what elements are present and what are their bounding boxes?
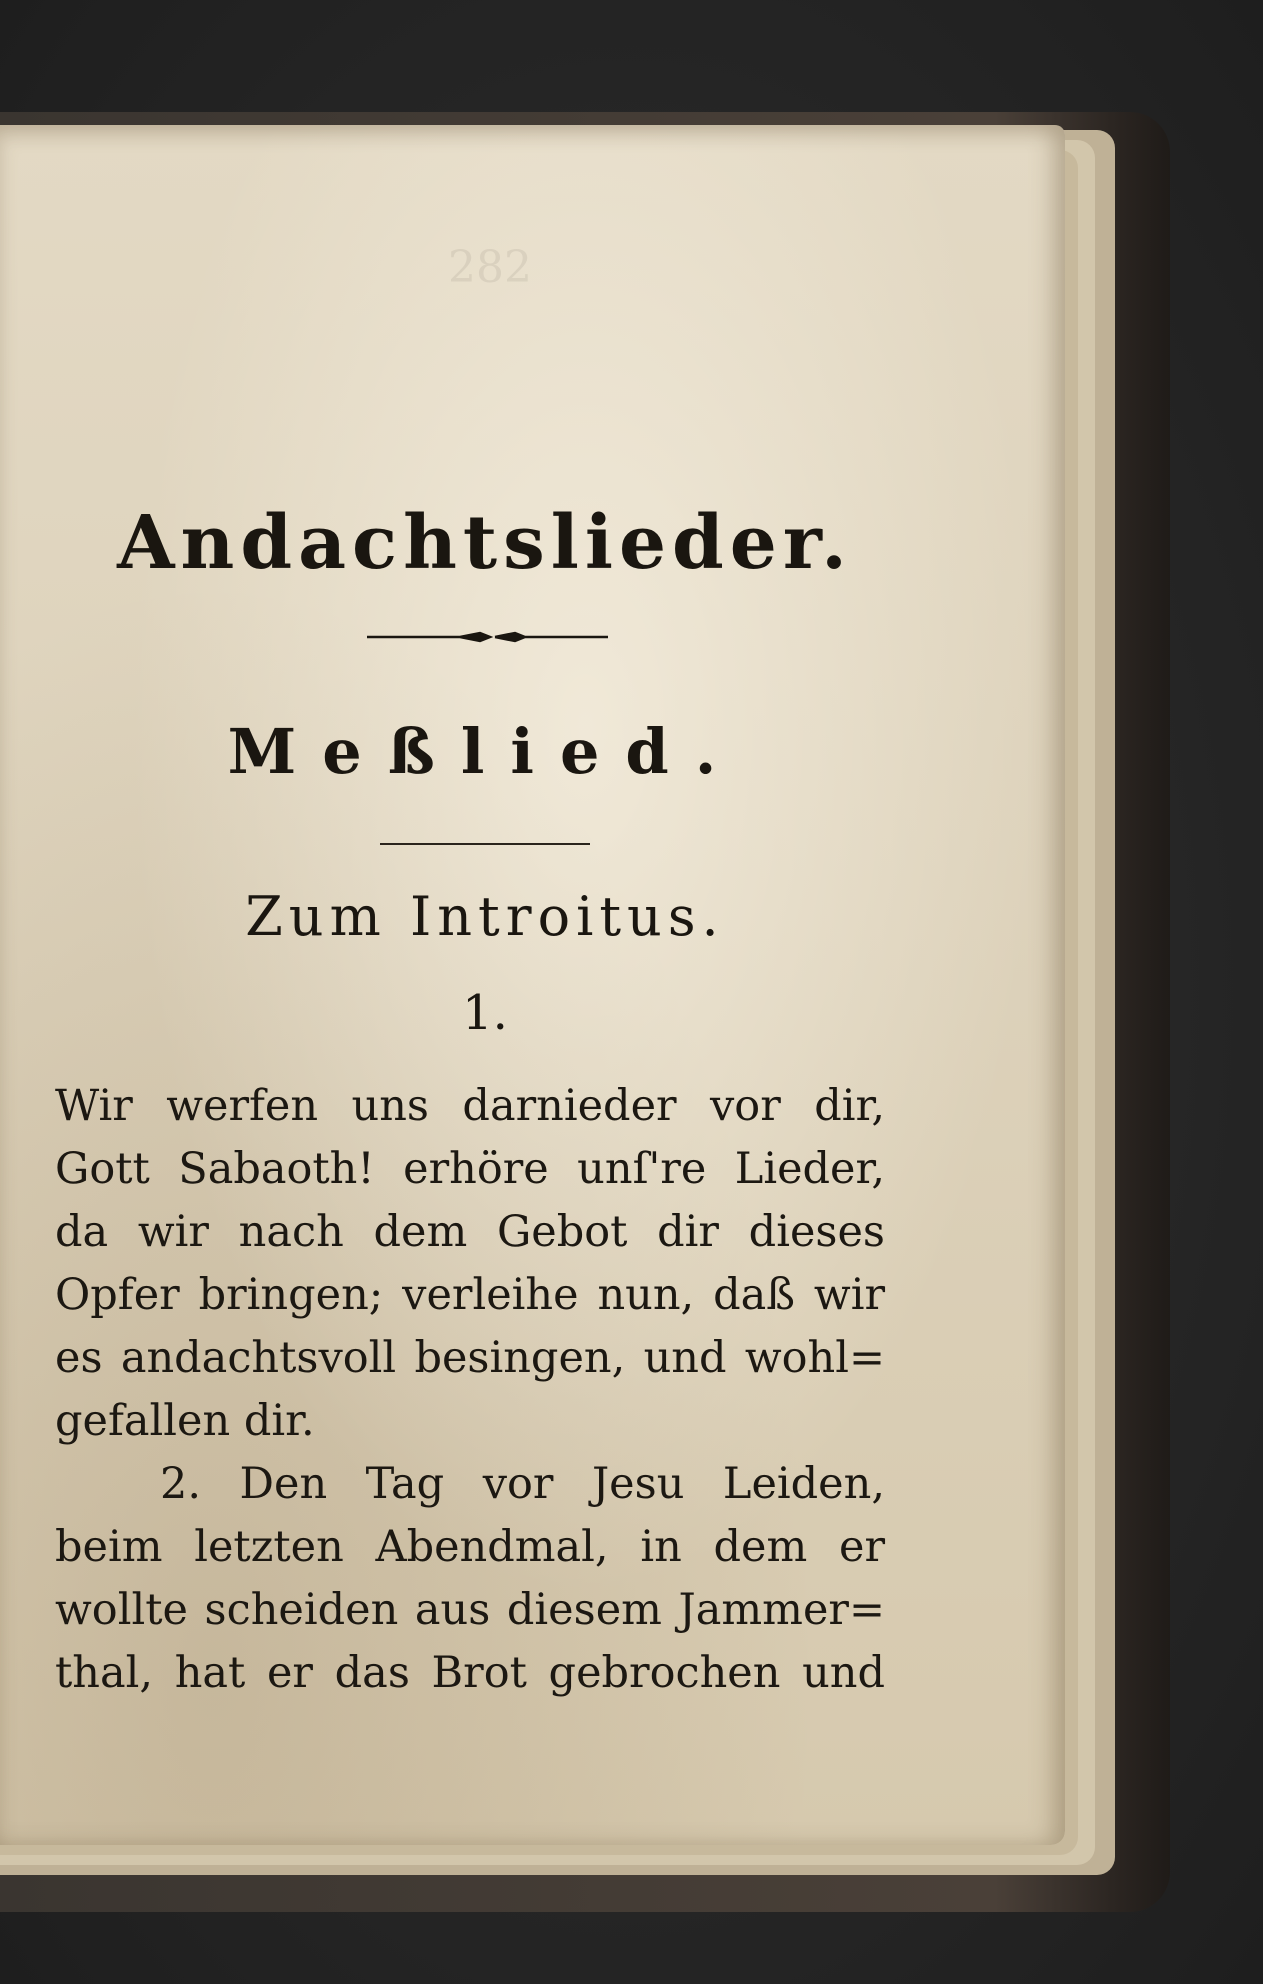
verse-line: 2. Den Tag vor Jesu Leiden,: [160, 1459, 885, 1509]
verse-line: gefallen dir.: [55, 1396, 315, 1446]
verse-line: thal, hat er das Brot gebrochen und: [55, 1648, 885, 1698]
verse-2: [55, 1453, 885, 1705]
verse-line: Opfer bringen; verleihe nun, daß wir: [55, 1270, 885, 1320]
hymn-title: Meßlied.: [227, 715, 743, 788]
section-title: Andachtslieder.: [117, 500, 853, 586]
verse-line: Wir werfen uns darnieder vor dir,: [55, 1081, 885, 1131]
verse-line: wollte scheiden aus diesem Jammer=: [55, 1585, 885, 1635]
verse-line: es andachtsvoll besingen, und wohl=: [55, 1333, 885, 1383]
verse-1: [55, 1075, 885, 1453]
show-through-page-number: 282: [448, 242, 532, 293]
subheading: Zum Introitus.: [245, 885, 725, 948]
show-through-text: [70, 240, 910, 296]
verse-line: beim letzten Abendmal, in dem er: [55, 1522, 885, 1572]
verse-line: da wir nach dem Gebot dir dieses: [55, 1207, 885, 1257]
verse-line: Gott Sabaoth! erhöre unſ're Lieder,: [55, 1144, 885, 1194]
ornament-divider: [365, 630, 610, 644]
title-rule: [380, 843, 590, 845]
book-page: [0, 125, 1065, 1845]
verse-number: 1.: [462, 985, 508, 1041]
